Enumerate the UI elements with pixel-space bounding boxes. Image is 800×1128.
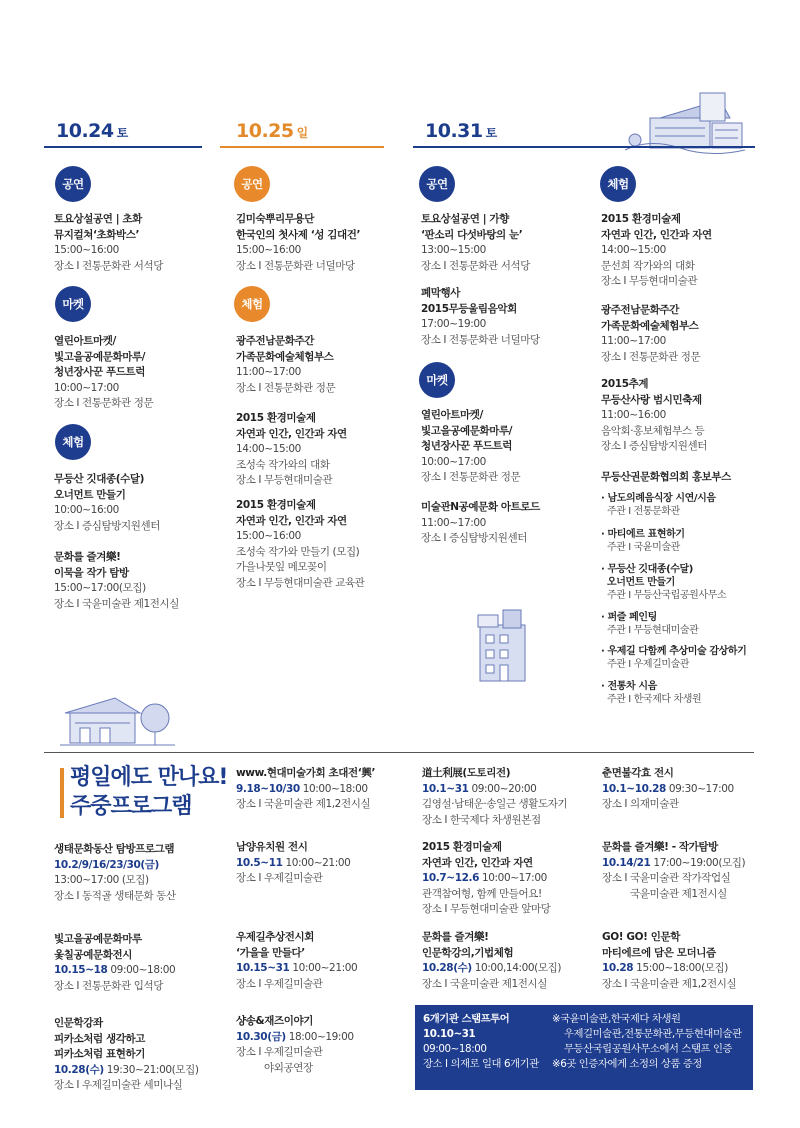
weekday-event xyxy=(236,1014,354,1076)
event-date-time xyxy=(602,782,734,798)
event-title: 자연과 인간, 인간과 자연 xyxy=(601,228,712,241)
event-place: 장소 I 전통문화관 정문 xyxy=(54,397,154,409)
event-block xyxy=(601,377,707,455)
date-header-1024 xyxy=(56,120,128,142)
event-title: 인문학강좌 xyxy=(54,1017,103,1029)
event-date-time xyxy=(236,856,350,872)
date-rule-1031 xyxy=(413,146,755,148)
event-title: 2015 환경미술제 xyxy=(422,841,502,853)
date-rule-1024 xyxy=(44,146,202,148)
event-title: 무등산 깃대종(수달) xyxy=(54,473,144,485)
promo-item-host: 주관 I 전통문화관 xyxy=(607,506,680,517)
promo-item-host: 주관 I 국윤미술관 xyxy=(607,542,680,553)
promo-item-title: · 퍼즐 페인팅 xyxy=(601,612,657,623)
event-title: 인문학강의,기법체험 xyxy=(422,946,514,959)
event-date-time xyxy=(602,961,736,977)
event-place: 장소 I 국윤미술관 제1,2전시실 xyxy=(602,977,737,990)
event-place: 장소 I 국윤미술관 작가작업실 xyxy=(602,872,731,884)
event-place: 장소 I 전통문화관 정문 xyxy=(601,350,701,363)
stamp-tour-place: 장소 I 의재로 일대 6개기관 xyxy=(423,1058,539,1070)
event-place: 장소 I 전통문화관 정문 xyxy=(236,381,336,394)
event-date-time xyxy=(602,856,745,872)
event-place: 장소 I 전통문화관 너덜마당 xyxy=(236,259,355,272)
event-time: 14:00~15:00 xyxy=(236,443,301,455)
event-title: 우제길추상전시회 xyxy=(236,931,314,943)
event-place: 장소 I 우제길미술관 xyxy=(236,1046,323,1058)
event-block xyxy=(236,334,335,396)
promo-item xyxy=(601,563,726,602)
promo-section-title xyxy=(601,470,731,486)
event-title: 청년장사꾼 푸드트럭 xyxy=(54,366,145,378)
promo-item xyxy=(601,645,746,671)
building-illustration-bottom-left xyxy=(60,688,175,748)
date-value: 10.25 xyxy=(236,120,294,142)
event-date-value: 10.28 xyxy=(602,962,634,974)
event-line: 가을나뭇잎 메모꽂이 xyxy=(236,561,327,573)
badge-experience: 체험 xyxy=(55,424,91,460)
event-date-value: 10.14/21 xyxy=(602,856,651,869)
promo-item-title: 오너먼트 만들기 xyxy=(607,577,675,588)
date-rule-1025 xyxy=(220,146,384,148)
event-title: 오너먼트 만들기 xyxy=(54,488,126,501)
event-place: 국윤미술관 제1전시실 xyxy=(630,887,727,900)
event-place: 장소 I 의재미술관 xyxy=(602,798,679,810)
event-block xyxy=(54,550,179,612)
event-time-value: 10:00~18:00 xyxy=(302,782,368,795)
weekday-event xyxy=(602,766,734,813)
weekday-title xyxy=(70,763,227,821)
event-time: 10:00~17:00 xyxy=(421,455,486,468)
event-time-value: 17:00~19:00(모집) xyxy=(653,856,746,869)
event-title: 청년장사꾼 푸드트럭 xyxy=(421,440,512,452)
event-title: 폐막행사 xyxy=(421,287,460,299)
event-block xyxy=(54,212,163,274)
event-block xyxy=(54,472,160,534)
date-header-1025 xyxy=(236,120,308,142)
event-time-value: 09:00~18:00 xyxy=(110,964,176,976)
event-time: 11:00~17:00 xyxy=(601,335,666,347)
event-line: 조성숙 작가와 만들기 (모집) xyxy=(236,545,360,558)
weekday-event xyxy=(54,842,176,904)
promo-item-title: · 마티에르 표현하기 xyxy=(601,529,685,540)
event-block xyxy=(421,212,530,274)
event-time-value: 09:30~17:00 xyxy=(668,782,734,795)
event-place: 장소 I 증심탐방지원센터 xyxy=(601,440,708,452)
event-title: 2015 환경미술제 xyxy=(601,213,681,225)
weekday-event xyxy=(236,840,350,887)
event-time: 15:00~16:00 xyxy=(54,244,119,256)
event-title: 광주전남문화주간 xyxy=(236,335,314,347)
event-title: 뮤지컬쳐‘초화박스’ xyxy=(54,228,140,241)
event-block xyxy=(54,334,153,412)
event-place: 장소 I 무등현대미술관 xyxy=(236,474,333,486)
event-time-value: 10:00~21:00 xyxy=(292,962,358,974)
event-place: 장소 I 증심탐방지원센터 xyxy=(54,519,161,532)
promo-item-title: · 무등산 깃대종(수달) xyxy=(601,564,693,575)
event-time: 10:00~17:00 xyxy=(54,381,119,394)
event-title: 무등산사랑 범시민축제 xyxy=(601,393,702,406)
event-time: 15:00~17:00(모집) xyxy=(54,582,146,594)
event-title: 이묵을 작가 탐방 xyxy=(54,566,129,579)
weekday-event xyxy=(422,930,561,992)
event-title: 가족문화예술체험부스 xyxy=(236,350,334,363)
stamp-tour-time: 09:00~18:00 xyxy=(423,1043,487,1055)
date-value: 10.31 xyxy=(425,120,483,142)
event-title: 문화를 즐겨樂! - 작가탐방 xyxy=(602,841,718,853)
event-title: 자연과 인간, 인간과 자연 xyxy=(236,514,347,527)
event-place: 장소 I 국윤미술관 제1,2전시실 xyxy=(236,798,371,810)
event-title: 샹송&재즈이야기 xyxy=(236,1015,313,1027)
weekday-title-line1: 평일에도 만나요! xyxy=(70,765,228,790)
event-date xyxy=(54,858,176,874)
event-title: 한국인의 첫사제 ‘성 김대건’ xyxy=(236,228,361,241)
event-place: 장소 I 우제길미술관 xyxy=(236,872,323,884)
event-date-time xyxy=(54,963,175,979)
badge-performance: 공연 xyxy=(419,166,455,202)
event-title: 피카소처럼 표현하기 xyxy=(54,1048,145,1060)
event-date-time xyxy=(422,871,550,887)
promo-item-title: · 전통차 시음 xyxy=(601,681,657,692)
event-title: 열린아트마켓/ xyxy=(421,409,483,421)
event-title: 토요상설공연 | 초화 xyxy=(54,213,142,225)
event-date-value: 10.28(수) xyxy=(54,1063,104,1076)
event-time: 13:00~15:00 xyxy=(421,244,486,256)
event-date-time xyxy=(236,782,375,798)
event-title: 남양유치원 전시 xyxy=(236,841,308,853)
promo-item xyxy=(601,528,685,554)
event-line: 관객참여형, 함께 만들어요! xyxy=(422,887,542,900)
event-title: 빛고을공예문화마루/ xyxy=(54,350,146,363)
event-title: 마티에르에 담은 모더니즘 xyxy=(602,946,716,959)
event-title: 김미숙뿌리무용단 xyxy=(236,213,314,225)
event-time-value: 10:00,14:00(모집) xyxy=(474,962,562,974)
event-time: 11:00~16:00 xyxy=(601,409,666,421)
event-title: ‘판소리 다섯바탕의 눈’ xyxy=(421,228,523,241)
event-title: 열린아트마켓/ xyxy=(54,335,116,347)
event-time: 11:00~17:00 xyxy=(421,516,486,529)
event-date-time xyxy=(422,782,567,798)
event-date-value: 10.7~12.6 xyxy=(422,872,480,884)
stamp-note: ※국윤미술관,한국제다 차생원 xyxy=(552,1013,681,1025)
event-place: 장소 I 국윤미술관 제1전시실 xyxy=(54,597,179,610)
weekday-event xyxy=(236,766,375,813)
event-title: ‘가을을 만들다’ xyxy=(236,946,305,959)
event-place: 장소 I 우제길미술관 세미나실 xyxy=(54,1079,183,1091)
event-place: 장소 I 무등현대미술관 xyxy=(601,275,698,287)
promo-item-host: 주관 I 우제길미술관 xyxy=(607,659,690,670)
stamp-tour-date: 10.10~31 xyxy=(423,1028,476,1040)
event-time-value: 15:00~18:00(모집) xyxy=(636,962,728,974)
event-date-value: 10.1~31 xyxy=(422,782,469,795)
event-title: 道土利展(도토리전) xyxy=(422,767,511,779)
event-block xyxy=(421,500,540,547)
event-time: 17:00~19:00 xyxy=(421,318,486,330)
weekday-title-line2: 주중프로그램 xyxy=(70,794,192,819)
promo-item xyxy=(601,611,698,637)
event-title: 문화를 즐겨樂! xyxy=(422,931,489,943)
event-date-time xyxy=(236,1030,354,1046)
day-value: 토 xyxy=(116,126,128,140)
event-line: 조성숙 작가와의 대화 xyxy=(236,458,330,471)
event-place: 장소 I 전통문화관 입석당 xyxy=(54,979,163,992)
event-title: 2015 환경미술제 xyxy=(236,499,316,511)
event-title: 2015 환경미술제 xyxy=(236,412,316,424)
event-block xyxy=(601,303,700,365)
event-date-value: 9.18~10/30 xyxy=(236,782,300,795)
event-date-value: 10.15~18 xyxy=(54,964,108,976)
weekday-event xyxy=(236,930,357,992)
event-title: 춘면불각효 전시 xyxy=(602,767,674,779)
event-date-value: 10.15~31 xyxy=(236,962,290,974)
event-title: 2015무등울림음악회 xyxy=(421,302,517,315)
event-place: 장소 I 국윤미술관 제1전시실 xyxy=(422,977,547,990)
event-title: 생태문화동산 탐방프로그램 xyxy=(54,843,175,855)
event-title: 자연과 인간, 인간과 자연 xyxy=(236,427,347,440)
promo-item xyxy=(601,680,701,706)
event-block xyxy=(421,408,520,486)
event-date-value: 10.1~10.28 xyxy=(602,782,666,795)
stamp-tour-title: 6개기관 스탬프투어 xyxy=(423,1013,510,1025)
event-time-value: 10:00~17:00 xyxy=(481,872,547,884)
promo-title: 무등산권문화협의회 홍보부스 xyxy=(601,471,731,483)
weekday-event xyxy=(54,932,175,994)
weekday-accent-bar xyxy=(60,768,64,818)
event-date-time xyxy=(236,961,357,977)
weekday-event xyxy=(54,1016,199,1094)
event-time-value: 19:30~21:00(모집) xyxy=(106,1063,199,1076)
event-time: 14:00~15:00 xyxy=(601,244,666,256)
day-value: 일 xyxy=(296,126,308,140)
stamp-note: 우제길미술관,전통문화관,무등현대미술관 xyxy=(564,1028,742,1040)
event-title: 옻칠공예문화전시 xyxy=(54,948,132,961)
event-time: 13:00~17:00 (모집) xyxy=(54,874,149,886)
event-time: 11:00~17:00 xyxy=(236,366,301,378)
event-date-time xyxy=(422,961,561,977)
event-time-value: 09:00~20:00 xyxy=(471,782,537,795)
event-title: 문화를 즐겨樂! xyxy=(54,551,121,563)
event-title: 미술관N공예문화 아트로드 xyxy=(421,501,540,513)
event-date-time xyxy=(54,1063,199,1079)
stamp-tour-notes xyxy=(552,1012,752,1072)
event-title: 토요상설공연 | 가향 xyxy=(421,213,509,225)
event-date-value: 10.28(수) xyxy=(422,962,472,974)
weekday-event xyxy=(422,840,550,918)
event-block xyxy=(236,212,360,274)
weekday-event xyxy=(422,766,567,828)
event-block xyxy=(601,212,712,290)
weekday-event xyxy=(602,840,745,902)
event-block xyxy=(421,286,540,348)
event-place: 장소 I 전통문화관 서석당 xyxy=(421,259,530,272)
event-date-value: 10.5~11 xyxy=(236,856,283,869)
weekday-event xyxy=(602,930,736,992)
event-line: 김영설·남태운·송일근 생활도자기 xyxy=(422,798,568,810)
event-place: 장소 I 전통문화관 서석당 xyxy=(54,259,163,272)
event-block xyxy=(236,411,347,489)
event-title: 빛고을공예문화마루 xyxy=(54,933,142,945)
event-title: 광주전남문화주간 xyxy=(601,304,679,316)
event-place: 장소 I 무등현대미술관 교육관 xyxy=(236,576,365,589)
event-title: GO! GO! 인문학 xyxy=(602,931,681,943)
stamp-note: 무등산국립공원사무소에서 스탬프 인증 xyxy=(564,1043,733,1055)
event-title: 피카소처럼 생각하고 xyxy=(54,1032,145,1045)
event-title: 2015추계 xyxy=(601,378,649,390)
promo-item-title: · 우제길 다함께 추상미술 감상하기 xyxy=(601,646,747,657)
promo-item xyxy=(601,492,716,518)
event-time-value: 10:00~21:00 xyxy=(285,856,351,869)
badge-experience: 체험 xyxy=(234,286,270,322)
event-title: 자연과 인간, 인간과 자연 xyxy=(422,856,533,869)
badge-market: 마켓 xyxy=(55,286,91,322)
badge-performance: 공연 xyxy=(55,166,91,202)
event-line: 음악회·홍보체험부스 등 xyxy=(601,424,705,437)
event-place: 장소 I 전통문화관 정문 xyxy=(421,471,521,483)
stamp-tour-box xyxy=(415,1005,753,1090)
badge-performance: 공연 xyxy=(234,166,270,202)
promo-item-host: 주관 I 무등현대미술관 xyxy=(607,625,699,636)
event-time: 15:00~16:00 xyxy=(236,244,301,256)
building-illustration-middle xyxy=(468,605,538,685)
event-place: 장소 I 동적골 생태문화 동산 xyxy=(54,889,176,902)
event-place: 장소 I 전통문화관 너덜마당 xyxy=(421,333,540,346)
event-time: 15:00~16:00 xyxy=(236,530,301,542)
event-place: 장소 I 증심탐방지원센터 xyxy=(421,532,528,544)
promo-item-host: 주관 I 한국제다 차생원 xyxy=(607,694,702,705)
section-divider xyxy=(44,752,754,753)
badge-experience: 체험 xyxy=(600,166,636,202)
stamp-note: ※6곳 인증자에게 소정의 상품 증정 xyxy=(552,1058,702,1070)
event-place: 야외공연장 xyxy=(264,1061,313,1074)
promo-item-title: · 남도의례음식장 시연/시음 xyxy=(601,493,716,504)
event-date-value: 10.2/9/16/23/30(금) xyxy=(54,858,159,871)
stamp-tour-info xyxy=(423,1012,553,1072)
event-title: www.현대미술가회 초대전‘興’ xyxy=(236,767,376,779)
event-time: 10:00~16:00 xyxy=(54,504,119,516)
event-place: 장소 I 한국제다 차생원본점 xyxy=(422,813,541,826)
date-header-1031 xyxy=(425,120,497,142)
promo-item-host: 주관 I 무등산국립공원사무소 xyxy=(607,590,727,601)
event-line: 문선희 작가와의 대화 xyxy=(601,259,695,272)
day-value: 토 xyxy=(485,126,497,140)
date-value: 10.24 xyxy=(56,120,114,142)
event-block xyxy=(236,498,364,591)
event-date-value: 10.30(금) xyxy=(236,1030,286,1043)
badge-market: 마켓 xyxy=(419,362,455,398)
event-title: 가족문화예술체험부스 xyxy=(601,319,699,332)
event-title: 빛고을공예문화마루/ xyxy=(421,424,513,437)
event-place: 장소 I 무등현대미술관 앞마당 xyxy=(422,903,551,915)
event-time-value: 18:00~19:00 xyxy=(288,1030,354,1043)
event-place: 장소 I 우제길미술관 xyxy=(236,977,323,990)
